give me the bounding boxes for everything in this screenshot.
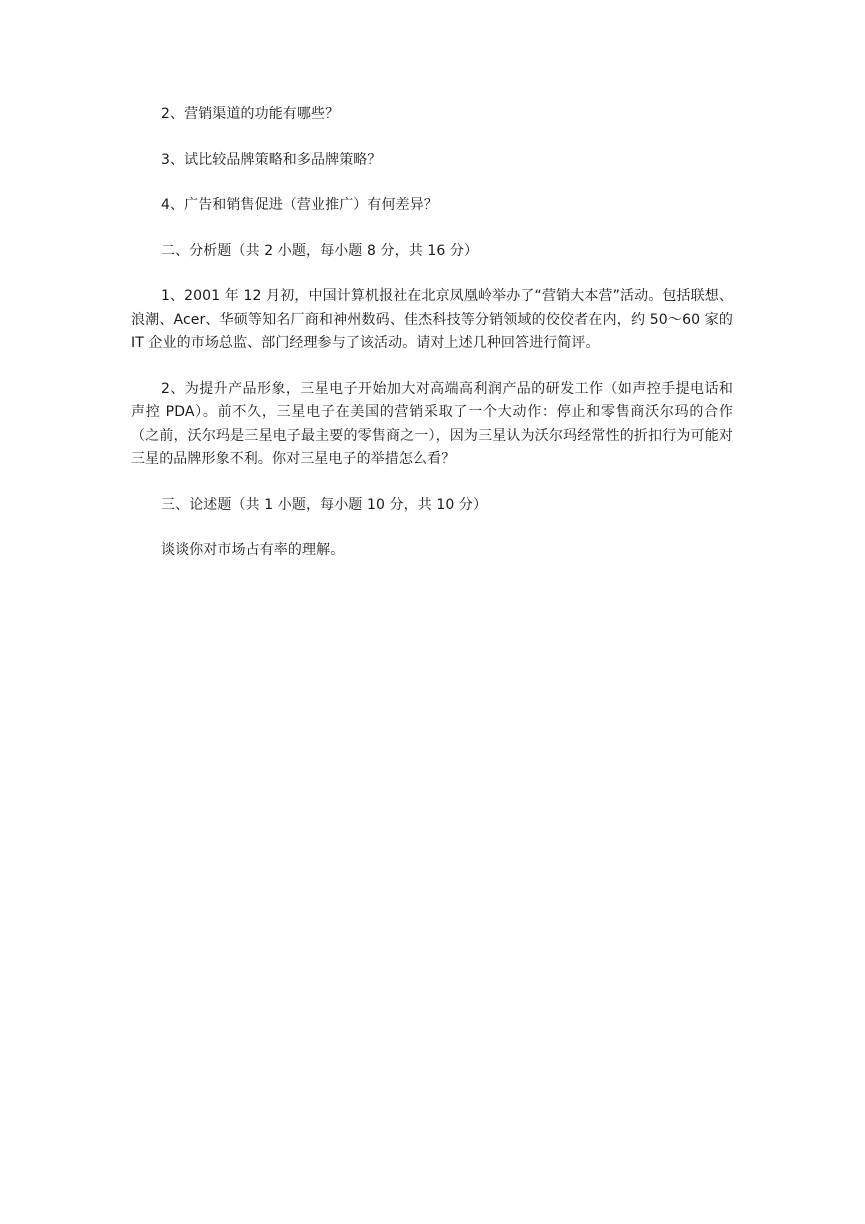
question-3: 3、试比较品牌策略和多品牌策略？ <box>161 151 382 168</box>
essay-question: 谈谈你对市场占有率的理解。 <box>161 542 345 558</box>
analysis-question-2: 2、为提升产品形象，三星电子开始加大对高端高利润产品的研发工作（如声控手提电话和声控 PDA）。前不久，三星电子在美国的营销采取了一个大动作：停止和零售商沃尔玛的合作（之前，沃尔玛是三星电子最主要的零售商之一），因为三星认为沃尔玛经常性的折扣行为可能对三星的品牌形象不利。你对三星电子的举措怎么看？ <box>131 380 733 467</box>
section-heading-analysis: 二、分析题（共 2 小题，每小题 8 分，共 16 分） <box>161 242 479 259</box>
question-4: 4、广告和销售促进（营业推广）有何差异？ <box>161 197 438 213</box>
document-body <box>131 103 733 563</box>
question-2: 2、营销渠道的功能有哪些？ <box>161 106 340 122</box>
analysis-question-1: 1、2001 年 12 月初，中国计算机报社在北京凤凰岭举办了“营销大本营”活动。包括联想、浪潮、Acer、华硕等知名厂商和神州数码、佳杰科技等分销领域的佼佼者在内，约 50～60 家的 IT 企业的市场总监、部门经理参与了该活动。请对上述几种回答进行简评。 <box>131 288 733 351</box>
section-heading-essay: 三、论述题（共 1 小题，每小题 10 分，共 10 分） <box>161 496 488 513</box>
